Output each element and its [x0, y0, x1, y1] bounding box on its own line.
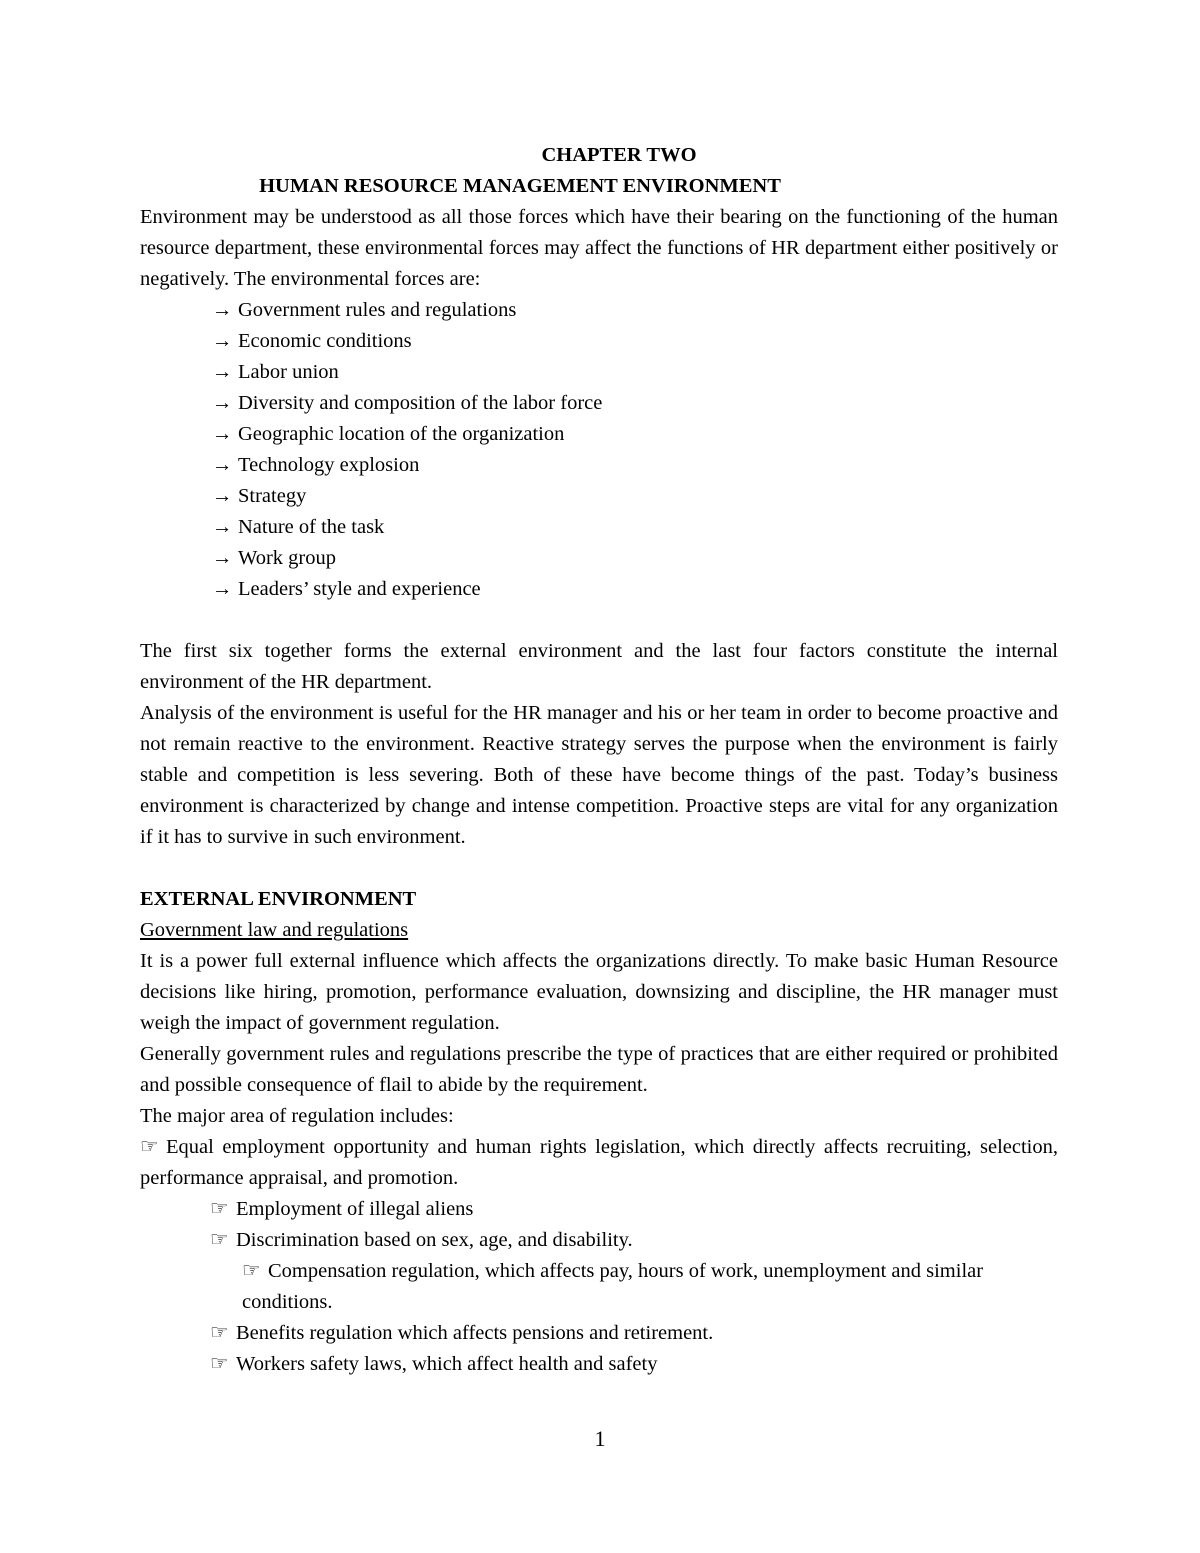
spacer	[140, 853, 1058, 884]
arrow-icon: →	[212, 547, 233, 569]
spacer	[140, 605, 1058, 636]
list-item: ☞ Employment of illegal aliens	[140, 1194, 1058, 1225]
government-law-subheading: Government law and regulations	[140, 919, 409, 941]
pointing-hand-icon: ☞	[210, 1198, 229, 1220]
list-item: → Nature of the task	[140, 512, 1058, 543]
government-paragraph-1: It is a power full external influence which affects the organizations directly. To make basic Human Resource decisions like hiring, promotion, performance evaluation, downsizing and discipline, the HR manager must weigh the impact of government regulation.	[140, 950, 1058, 1034]
chapter-number: CHAPTER TWO	[541, 144, 697, 166]
document-page	[140, 140, 1058, 1380]
external-internal-paragraph: The first six together forms the external environment and the last four factors constitute the internal environment of the HR department.	[140, 640, 1058, 693]
list-item: ☞ Compensation regulation, which affects pay, hours of work, unemployment and similar conditions.	[140, 1256, 1058, 1318]
list-item: → Strategy	[140, 481, 1058, 512]
first-regulation-item: ☞ Equal employment opportunity and human rights legislation, which directly affects recruiting, selection, performance appraisal, and promotion.	[140, 1132, 1058, 1194]
list-item: ☞ Workers safety laws, which affect health and safety	[140, 1349, 1058, 1380]
list-item: ☞ Benefits regulation which affects pensions and retirement.	[140, 1318, 1058, 1349]
list-item: → Leaders’ style and experience	[140, 574, 1058, 605]
forces-list	[140, 295, 1058, 605]
pointing-hand-icon: ☞	[242, 1260, 261, 1282]
list-item: → Geographic location of the organization	[140, 419, 1058, 450]
arrow-icon: →	[212, 423, 233, 445]
chapter-title: HUMAN RESOURCE MANAGEMENT ENVIRONMENT	[259, 175, 781, 197]
arrow-icon: →	[212, 330, 233, 352]
list-item: → Labor union	[140, 357, 1058, 388]
list-item: ☞ Discrimination based on sex, age, and disability.	[140, 1225, 1058, 1256]
pointing-hand-icon: ☞	[210, 1322, 229, 1344]
external-environment-heading: EXTERNAL ENVIRONMENT	[140, 888, 417, 910]
page-number: 1	[594, 1426, 606, 1451]
arrow-icon: →	[212, 578, 233, 600]
pointing-hand-icon: ☞	[210, 1353, 229, 1375]
regulation-list	[140, 1194, 1058, 1380]
arrow-icon: →	[212, 454, 233, 476]
list-item: → Technology explosion	[140, 450, 1058, 481]
analysis-paragraph: Analysis of the environment is useful for the HR manager and his or her team in order to become proactive and not remain reactive to the environment. Reactive strategy serves the purpose when the environment is fairly stable and competition is less severing. Both of these have become things of the past. Today’s business environment is characterized by change and intense competition. Proactive steps are vital for any organization if it has to survive in such environment.	[140, 702, 1058, 848]
list-item: → Work group	[140, 543, 1058, 574]
pointing-hand-icon: ☞	[210, 1229, 229, 1251]
arrow-icon: →	[212, 516, 233, 538]
pointing-hand-icon: ☞	[140, 1136, 159, 1158]
arrow-icon: →	[212, 392, 233, 414]
government-paragraph-3: The major area of regulation includes:	[140, 1105, 454, 1127]
list-item: → Government rules and regulations	[140, 295, 1058, 326]
list-item: → Diversity and composition of the labor force	[140, 388, 1058, 419]
intro-paragraph: Environment may be understood as all those forces which have their bearing on the functioning of the human resource department, these environmental forces may affect the functions of HR department either positively or negatively. The environmental forces are:	[140, 206, 1058, 290]
arrow-icon: →	[212, 361, 233, 383]
list-item: → Economic conditions	[140, 326, 1058, 357]
arrow-icon: →	[212, 485, 233, 507]
arrow-icon: →	[212, 299, 233, 321]
government-paragraph-2: Generally government rules and regulations prescribe the type of practices that are either required or prohibited and possible consequence of flail to abide by the requirement.	[140, 1043, 1058, 1096]
